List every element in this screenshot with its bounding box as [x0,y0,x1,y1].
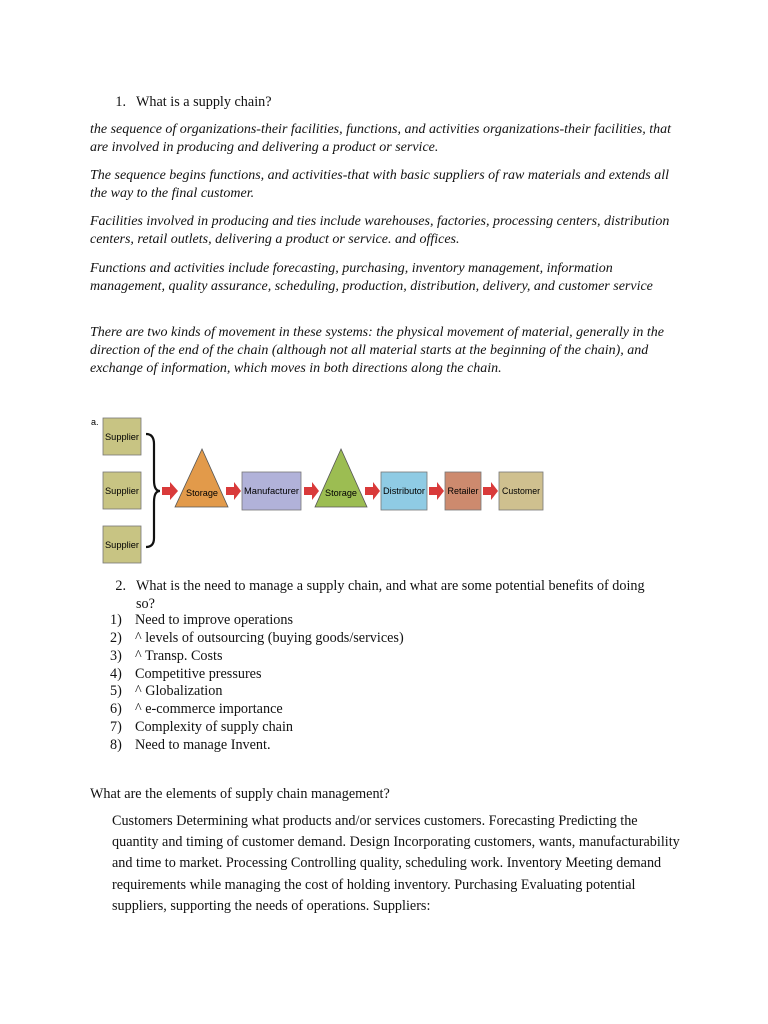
arrow-icon [304,482,319,500]
functions-paragraph: Functions and activities include forecasting, purchasing, inventory management, information management, quality assurance, scheduling, production, distribution, delivery, and customer service [90,261,653,294]
supplier-label-1: Supplier [105,432,139,442]
question-2-text-line2: so? [136,596,155,612]
list-item-number: 2) [110,630,122,646]
list-item-text: Competitive pressures [135,666,262,682]
list-item-number: 8) [110,737,122,753]
arrow-icon [429,482,444,500]
supplier-label-3: Supplier [105,540,139,550]
arrow-icon [162,482,178,500]
question-2-number: 2. [115,578,126,594]
definition-paragraph: the sequence of organizations-their facilities, functions, and activities organizations-their facilities, that are involved in producing and delivering a product or service. [90,122,672,155]
question-2-continuation [136,595,155,613]
question-2-text-line1: What is the need to manage a supply chain, and what are some potential benefits of doing [136,578,645,594]
list-item-text: ^ Transp. Costs [135,648,223,664]
movement-paragraph: There are two kinds of movement in these systems: the physical movement of material, generally in the direction of the end of the chain (although not all material starts at the beginning of the chain), and exchange of information, which moves in both directions along the chain. [90,325,664,376]
supplier-box-2 [103,472,141,509]
manufacturer-label: Manufacturer [244,486,299,496]
list-item-text: ^ Globalization [135,683,223,699]
distributor-box [381,472,427,510]
storage-triangle-1 [175,449,228,507]
question-1-text: What is a supply chain? [136,94,272,110]
supplier-box-3 [103,526,141,563]
arrow-icon [483,482,498,500]
customer-label: Customer [502,486,540,496]
question-1-number: 1. [115,94,126,110]
list-item-number: 6) [110,701,122,717]
storage-triangle-2 [315,449,367,507]
supplier-box-1 [103,418,141,455]
arrow-icon [226,482,241,500]
list-item-number: 4) [110,666,122,682]
manufacturer-box [242,472,301,510]
list-item-number: 5) [110,683,122,699]
question-3: What are the elements of supply chain management? [90,786,390,802]
diagram-label: a. [91,417,99,427]
storage-label-1: Storage [186,488,218,498]
list-item-text: Complexity of supply chain [135,719,294,735]
distributor-label: Distributor [383,486,425,496]
supply-chain-diagram [88,412,558,570]
sequence-paragraph: The sequence begins functions, and activities-that with basic suppliers of raw materials and extends all the way to the final customer. [90,168,669,201]
retailer-box [445,472,481,510]
list-item-text: Need to improve operations [135,612,293,628]
list-item-text: ^ e-commerce importance [135,701,283,717]
customer-box [499,472,543,510]
list-item-number: 3) [110,648,122,664]
arrow-icon [365,482,380,500]
list-item-text: ^ levels of outsourcing (buying goods/services) [135,630,404,646]
list-item-text: Need to manage Invent. [135,737,271,753]
storage-label-2: Storage [325,488,357,498]
list-item-number: 7) [110,719,122,735]
facilities-paragraph: Facilities involved in producing and ties include warehouses, factories, processing centers, distribution centers, retail outlets, delivering a product or service. and offices. [90,214,670,247]
retailer-label: Retailer [447,486,479,496]
list-item-number: 1) [110,612,122,628]
elements-paragraph: Customers Determining what products and/or services customers. Forecasting Predicting the quantity and timing of customer demand. Design Incorporating customers, wants, manufacturability and time to market. Processing Controlling quality, scheduling work. Inventory Meeting demand requirements while managing the cost of holding inventory. Purchasing Evaluating potential suppliers, supporting the needs of operations. Suppliers: [112,813,680,914]
supplier-label-2: Supplier [105,486,139,496]
curly-brace-icon [146,434,160,547]
